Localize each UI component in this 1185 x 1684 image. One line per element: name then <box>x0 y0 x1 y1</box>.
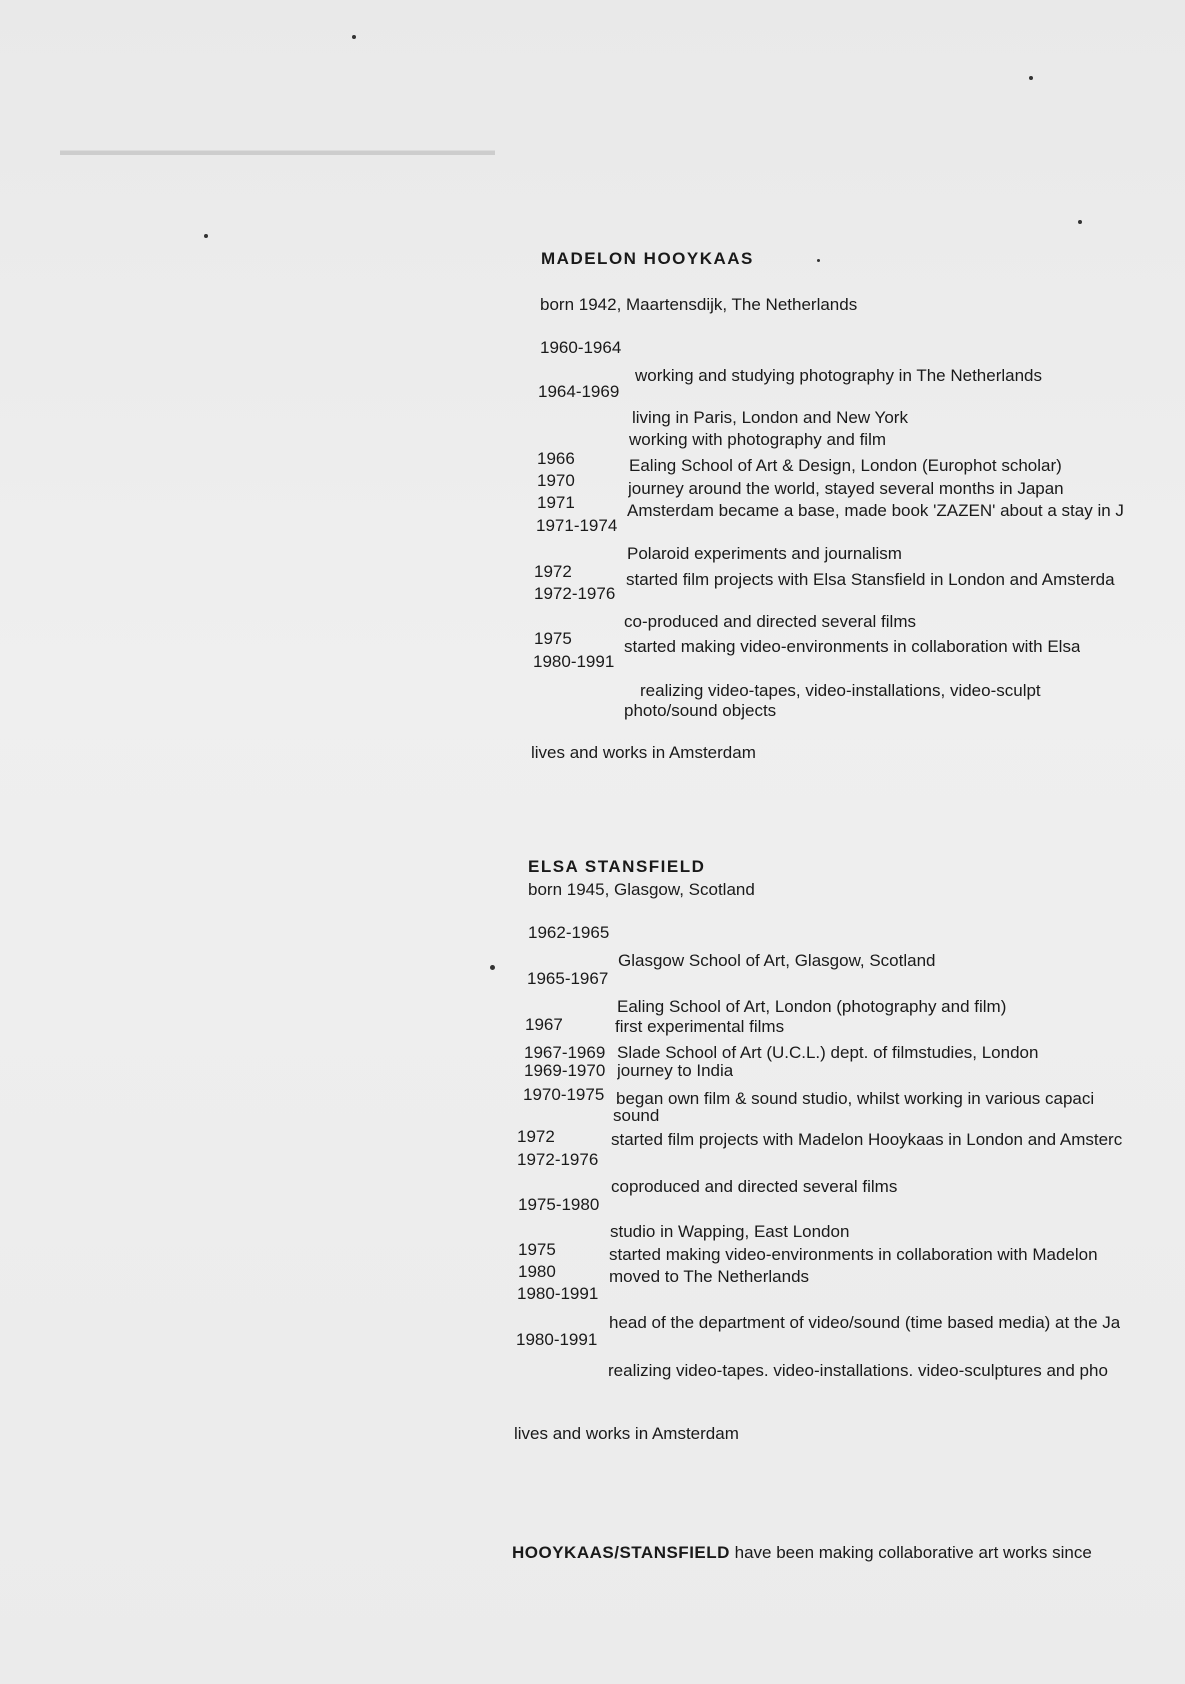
speck <box>1029 76 1033 80</box>
year: 1975-1980 <box>518 1195 600 1214</box>
entry-text: co-produced and directed several films <box>624 612 916 631</box>
entry-text: photo/sound objects <box>624 701 777 720</box>
year: 1980-1991 <box>516 1330 598 1349</box>
entry-text: studio in Wapping, East London <box>610 1222 850 1241</box>
year: 1980-1991 <box>517 1284 599 1303</box>
entry-text: started film projects with Madelon Hooykaas in London and Amsterc <box>611 1130 1123 1149</box>
entry-text: living in Paris, London and New York <box>632 408 908 427</box>
collaboration-text: have been making collaborative art works since <box>729 1543 1092 1562</box>
year: 1971 <box>537 493 575 512</box>
year: 1972-1976 <box>534 584 616 603</box>
speck <box>1078 220 1082 224</box>
entry-text: Glasgow School of Art, Glasgow, Scotland <box>618 951 936 970</box>
year: 1975 <box>518 1240 556 1259</box>
elsa-lives: lives and works in Amsterdam <box>514 1424 739 1443</box>
year: 1980 <box>518 1262 556 1281</box>
elsa-born: born 1945, Glasgow, Scotland <box>528 880 755 899</box>
entry-text: sound <box>613 1106 660 1125</box>
year: 1960-1964 <box>540 338 622 357</box>
year: 1965-1967 <box>527 969 609 988</box>
year: 1967-1969 <box>524 1043 606 1062</box>
entry-text: Slade School of Art (U.C.L.) dept. of filmstudies, London <box>617 1043 1039 1062</box>
year: 1975 <box>534 629 572 648</box>
year: 1972 <box>534 562 572 581</box>
entry-text: journey to India <box>617 1061 734 1080</box>
entry-text: working and studying photography in The Netherlands <box>635 366 1043 385</box>
year: 1967 <box>525 1015 563 1034</box>
entry-text: journey around the world, stayed several months in Japan <box>628 479 1064 498</box>
speck <box>490 965 495 970</box>
madelon-born: born 1942, Maartensdijk, The Netherlands <box>540 295 858 314</box>
entry-text: Ealing School of Art, London (photography and film) <box>617 997 1007 1016</box>
year: 1971-1974 <box>536 516 618 535</box>
year: 1964-1969 <box>538 382 620 401</box>
entry-text: Polaroid experiments and journalism <box>627 544 902 563</box>
duo-name: HOOYKAAS/STANSFIELD <box>512 1543 730 1562</box>
entry-text: coproduced and directed several films <box>611 1177 898 1196</box>
madelon-lives: lives and works in Amsterdam <box>531 743 756 762</box>
speck <box>204 234 208 238</box>
entry-text: started making video-environments in collaboration with Madelon <box>609 1245 1098 1264</box>
year: 1970 <box>537 471 575 490</box>
year: 1970-1975 <box>523 1085 605 1104</box>
bleed-through-text: ▬▬▬▬▬▬▬▬▬▬▬▬▬▬▬▬▬▬▬▬▬▬▬▬▬▬▬▬▬ <box>60 142 495 159</box>
year: 1966 <box>537 449 575 468</box>
entry-text: working with photography and film <box>629 430 887 449</box>
entry-text: began own film & sound studio, whilst working in various capaci <box>616 1089 1095 1108</box>
entry-text: head of the department of video/sound (time based media) at the Ja <box>609 1313 1121 1332</box>
entry-text: realizing video-tapes. video-installations. video-sculptures and pho <box>608 1361 1108 1380</box>
elsa-name: ELSA STANSFIELD <box>528 857 706 876</box>
year: 1962-1965 <box>528 923 610 942</box>
entry-text: realizing video-tapes, video-installations, video-sculpt <box>640 681 1041 700</box>
speck <box>817 259 820 262</box>
entry-text: first experimental films <box>615 1017 785 1036</box>
entry-text: started making video-environments in collaboration with Elsa <box>624 637 1081 656</box>
collaboration-line <box>512 1543 1092 1563</box>
year: 1972-1976 <box>517 1150 599 1169</box>
madelon-name: MADELON HOOYKAAS <box>541 249 754 268</box>
year: 1969-1970 <box>524 1061 606 1080</box>
entry-text: Amsterdam became a base, made book 'ZAZEN' about a stay in J <box>627 501 1124 520</box>
year: 1980-1991 <box>533 652 615 671</box>
entry-text: moved to The Netherlands <box>609 1267 810 1286</box>
entry-text: Ealing School of Art & Design, London (Europhot scholar) <box>629 456 1062 475</box>
entry-text: started film projects with Elsa Stansfield in London and Amsterda <box>626 570 1115 589</box>
year: 1972 <box>517 1127 555 1146</box>
speck <box>352 35 356 39</box>
